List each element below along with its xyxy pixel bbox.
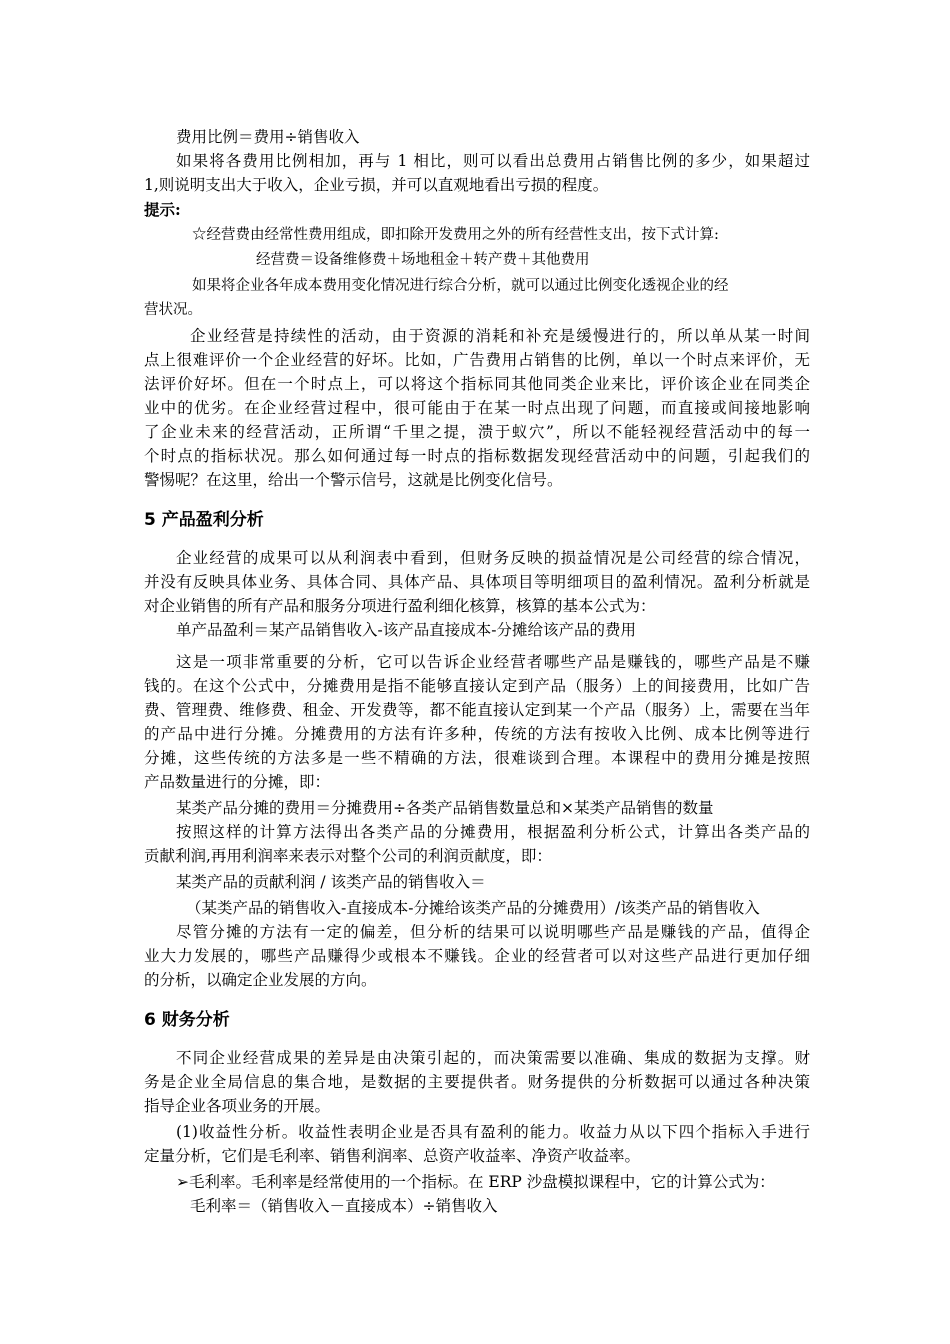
paragraph-line: 警惕呢？在这里，给出一个警示信号，这就是比例变化信号。 [144, 471, 563, 489]
formula-gross-margin: 毛利率＝（销售收入－直接成本）÷销售收入 [190, 1197, 498, 1215]
section-heading-6: 6 财务分析 [144, 1010, 230, 1030]
paragraph-line: 的分析，以确定企业发展的方向。 [144, 971, 377, 989]
paragraph-line: 尽管分摊的方法有一定的偏差，但分析的结果可以说明哪些产品是赚钱的产品，值得企 [176, 923, 810, 941]
paragraph-line: 企业经营是持续性的活动，由于资源的消耗和补充是缓慢进行的，所以单从某一时间 [190, 327, 810, 345]
paragraph-line: 务是企业全局信息的集合地，是数据的主要提供者。财务提供的分析数据可以通过各种决策 [144, 1073, 810, 1091]
paragraph-line: 费、管理费、维修费、租金、开发费等，都不能直接认定到某一个产品（服务）上，需要在当年 [144, 701, 810, 719]
section-heading-5: 5 产品盈利分析 [144, 510, 264, 530]
formula-product-profit: 单产品盈利＝某产品销售收入-该产品直接成本-分摊给该产品的费用 [176, 621, 636, 639]
paragraph-line: 按照这样的计算方法得出各类产品的分摊费用，根据盈利分析公式，计算出各类产品的 [176, 823, 810, 841]
paragraph-line: 业大力发展的，哪些产品赚得少或根本不赚钱。企业的经营者可以对这些产品进行更加仔细 [144, 947, 810, 965]
paragraph-line: 定量分析，它们是毛利率、销售利润率、总资产收益率、净资产收益率。 [144, 1147, 641, 1165]
paragraph-line: 指导企业各项业务的开展。 [144, 1097, 331, 1115]
bullet-gross-margin: ➢毛利率。毛利率是经常使用的一个指标。在 ERP 沙盘模拟课程中，它的计算公式为： [176, 1173, 775, 1191]
paragraph-line: 的产品中进行分摊。分摊费用的方法有许多种，传统的方法有按收入比例、成本比例等进行 [144, 725, 810, 743]
tip-formula: 经营费＝设备维修费＋场地租金＋转产费＋其他费用 [256, 252, 590, 268]
tip-heading: 提示: [144, 200, 181, 219]
paragraph-line: 1,则说明支出大于收入，企业亏损，并可以直观地看出亏损的程度。 [144, 176, 609, 194]
paragraph-line: 如果将各费用比例相加，再与 1 相比，则可以看出总费用占销售比例的多少，如果超过 [176, 152, 810, 170]
tip-line: 营状况。 [144, 302, 202, 318]
paragraph-line: 产品数量进行的分摊，即： [144, 773, 331, 791]
formula-allocated-expense: 某类产品分摊的费用＝分摊费用÷各类产品销售数量总和×某类产品销售的数量 [176, 799, 714, 817]
paragraph-line: 并没有反映具体业务、具体合同、具体产品、具体项目等明细项目的盈利情况。盈利分析就是 [144, 573, 810, 591]
formula-contribution-rate: 某类产品的贡献利润 / 该类产品的销售收入＝ [176, 873, 486, 891]
paragraph-line: 对企业销售的所有产品和服务分项进行盈利细化核算，核算的基本公式为： [144, 597, 656, 615]
paragraph-line: 企业经营的成果可以从利润表中看到，但财务反映的损益情况是公司经营的综合情况， [176, 549, 810, 567]
paragraph-line: 点上很难评价一个企业经营的好坏。比如，广告费用占销售的比例，单以一个时点来评价，无 [144, 351, 810, 369]
formula-expense-ratio: 费用比例＝费用÷销售收入 [176, 128, 360, 146]
tip-line: 如果将企业各年成本费用变化情况进行综合分析，就可以通过比例变化透视企业的经 [192, 278, 729, 294]
paragraph-line: 钱的。在这个公式中，分摊费用是指不能够直接认定到产品（服务）上的间接费用，比如广告 [144, 677, 810, 695]
paragraph-line: 分摊，这些传统的方法多是一些不精确的方法，很难谈到合理。本课程中的费用分摊是按照 [144, 749, 810, 767]
paragraph-line: 不同企业经营成果的差异是由决策引起的，而决策需要以准确、集成的数据为支撑。财 [176, 1049, 810, 1067]
paragraph-line: 业中的优劣。在企业经营过程中，很可能由于在某一时点出现了问题，而直接或间接地影响 [144, 399, 810, 417]
paragraph-line: 了企业未来的经营活动，正所谓“千里之提，溃于蚁穴”，所以不能轻视经营活动中的每一 [144, 423, 810, 441]
paragraph-line: (1)收益性分析。收益性表明企业是否具有盈利的能力。收益力从以下四个指标入手进行 [176, 1123, 810, 1141]
formula-contribution-rate-continued: （某类产品的销售收入-直接成本-分摊给该类产品的分摊费用）/该类产品的销售收入 [186, 899, 760, 917]
paragraph-line: 个时点的指标状况。那么如何通过每一时点的指标数据发现经营活动中的问题，引起我们的 [144, 447, 810, 465]
paragraph-line: 贡献利润,再用利润率来表示对整个公司的利润贡献度，即： [144, 847, 552, 865]
paragraph-line: 法评价好坏。但在一个时点上，可以将这个指标同其他同类企业来比，评价该企业在同类企 [144, 375, 810, 393]
tip-line: ☆经营费由经常性费用组成，即扣除开发费用之外的所有经营性支出，按下式计算: [192, 227, 719, 243]
paragraph-line: 这是一项非常重要的分析，它可以告诉企业经营者哪些产品是赚钱的，哪些产品是不赚 [176, 653, 810, 671]
